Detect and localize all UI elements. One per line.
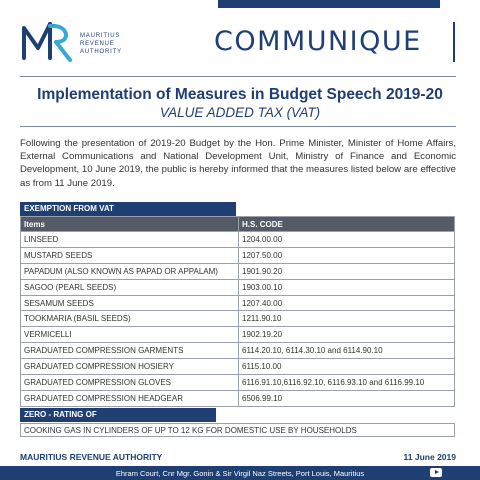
page-title: Implementation of Measures in Budget Speech 2019-20 — [37, 86, 443, 103]
communique-banner: COMMUNIQUE — [214, 26, 422, 57]
hs-code-cell: 1901.90.20 — [239, 263, 455, 279]
item-cell: GRADUATED COMPRESSION HOSIERY — [21, 359, 239, 375]
banner-divider — [453, 22, 455, 62]
hs-code-cell: 6506.99.10 — [239, 390, 455, 406]
table-row — [21, 375, 455, 391]
table-row — [21, 295, 455, 311]
page-subtitle: VALUE ADDED TAX (VAT) — [159, 105, 321, 120]
mra-logo-icon — [20, 18, 78, 64]
hs-code-cell: 1207.40.00 — [239, 295, 455, 311]
hs-code-cell: 1903.00.10 — [239, 279, 455, 295]
table-row — [21, 232, 455, 248]
footer-authority: MAURITIUS REVENUE AUTHORITY — [20, 452, 163, 462]
logo-text-line3: AUTHORITY — [80, 49, 122, 55]
item-cell: LINSEED — [21, 232, 239, 248]
hs-code-cell: 6116.91.10,6116.92.10, 6116.93.10 and 6116.99.10 — [239, 375, 455, 391]
hs-code-cell: 6115.10.00 — [239, 359, 455, 375]
table-row — [21, 343, 455, 359]
mra-logo — [20, 18, 130, 66]
header-rule — [20, 76, 456, 77]
item-cell: GRADUATED COMPRESSION GARMENTS — [21, 343, 239, 359]
item-cell: MUSTARD SEEDS — [21, 247, 239, 263]
column-header-hs-code: H.S. CODE — [239, 217, 455, 232]
title-rule — [20, 126, 456, 127]
table-row — [21, 311, 455, 327]
hs-code-cell: 1211.90.10 — [239, 311, 455, 327]
footer-date: 11 June 2019 — [403, 452, 456, 462]
footer-address: Ehram Court, Cnr Mgr. Gonin & Sir Virgil Naz Streets, Port Louis, Mauritius — [115, 469, 365, 478]
hs-code-cell: 1207.50.00 — [239, 247, 455, 263]
table-row — [21, 390, 455, 406]
exemption-table — [20, 216, 455, 407]
table-row — [21, 359, 455, 375]
logo-text-line2: REVENUE — [80, 41, 115, 47]
item-cell: GRADUATED COMPRESSION HEADGEAR — [21, 390, 239, 406]
item-cell: VERMICELLI — [21, 327, 239, 343]
top-accent-bar — [218, 0, 440, 8]
item-cell: SAGOO (PEARL SEEDS) — [21, 279, 239, 295]
zero-rating-heading: ZERO - RATING OF — [20, 408, 216, 422]
logo-text-line1: MAURITIUS — [80, 33, 121, 39]
item-cell: TOOKMARIA (BASIL SEEDS) — [21, 311, 239, 327]
hs-code-cell: 1204.00.00 — [239, 232, 455, 248]
hs-code-cell: 1902.19.20 — [239, 327, 455, 343]
table-row — [21, 263, 455, 279]
item-cell: GRADUATED COMPRESSION GLOVES — [21, 375, 239, 391]
zero-rating-item: COOKING GAS IN CYLINDERS OF UP TO 12 KG FOR DOMESTIC USE BY HOUSEHOLDS — [20, 423, 455, 437]
hs-code-cell: 6114.20.10, 6114.30.10 and 6114.90.10 — [239, 343, 455, 359]
column-header-items: Items — [21, 217, 239, 232]
intro-paragraph: Following the presentation of 2019-20 Budget by the Hon. Prime Minister, Minister of Home Affairs, External Communications and National Development Unit, Ministry of Finance and Economic Development, 10 June 2019, the public is hereby informed that the measures listed below are effective as from 11 June 2019. — [20, 138, 456, 189]
item-cell: SESAMUM SEEDS — [21, 295, 239, 311]
exemption-table-body — [21, 232, 455, 407]
item-cell: PAPADUM (ALSO KNOWN AS PAPAD OR APPALAM) — [21, 263, 239, 279]
table-row — [21, 327, 455, 343]
table-row — [21, 247, 455, 263]
table-row — [21, 279, 455, 295]
table-header-row — [21, 217, 455, 232]
exemption-heading: EXEMPTION FROM VAT — [20, 202, 236, 216]
youtube-icon[interactable] — [430, 468, 442, 477]
